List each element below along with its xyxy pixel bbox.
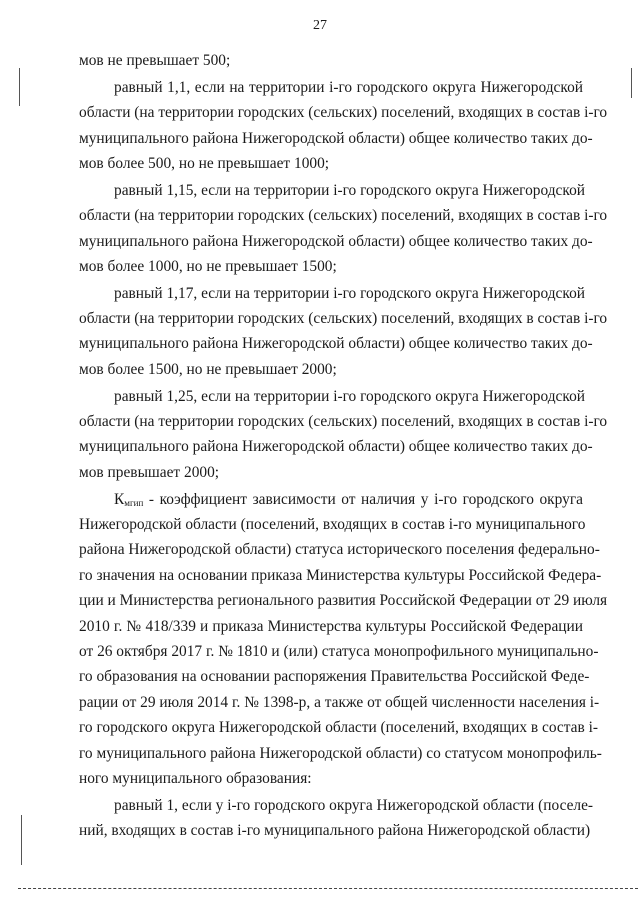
coefficient-subscript: мгип xyxy=(124,497,144,508)
paragraph xyxy=(79,487,608,792)
text-line: равный 1,25, если на территории i-го городского округа Нижегородской xyxy=(114,387,586,405)
text-line: ции и Министерства регионального развития Российской Федерации от 29 июля xyxy=(79,592,608,610)
paragraph xyxy=(79,48,583,73)
text-line: ний, входящих в состав i-го муниципального района Нижегородской области) xyxy=(79,822,591,840)
text-line: области (на территории городских (сельских) поселений, входящих в состав i-го xyxy=(79,310,608,328)
text-line: го городского округа Нижегородской области (поселений, входящих в состав i- xyxy=(79,719,599,737)
margin-scan-mark xyxy=(21,815,22,865)
text-line: ного муниципального образования: xyxy=(79,769,312,787)
text-line: муниципального района Нижегородской области) общее количество таких до- xyxy=(79,335,593,353)
text-line: равный 1,1, если на территории i-го городского округа Нижегородской xyxy=(114,78,583,96)
paragraph xyxy=(79,75,608,177)
text-line: области (на территории городских (сельских) поселений, входящих в состав i-го xyxy=(79,104,608,122)
text-line: района Нижегородской области) статуса исторического поселения федерально- xyxy=(79,541,600,559)
text-line: $К_{мгип}$ - коэффициент зависимости от наличия у i-го городского округа xyxy=(114,490,583,508)
coefficient-symbol: $К_{мгип}$ xyxy=(114,490,144,508)
text-line: го образования на основании распоряжения Правительства Российской Феде- xyxy=(79,668,590,686)
text-line: муниципального района Нижегородской области) общее количество таких до- xyxy=(79,438,593,456)
document-body xyxy=(79,48,608,845)
margin-scan-mark xyxy=(19,68,20,106)
text-line: муниципального района Нижегородской области) общее количество таких до- xyxy=(79,129,593,147)
page-number: 27 xyxy=(313,18,327,33)
margin-scan-mark xyxy=(631,68,632,98)
text-line: мов не превышает 500; xyxy=(79,52,231,69)
text-line: равный 1,15, если на территории i-го городского округа Нижегородской xyxy=(114,181,586,199)
paragraph-gap xyxy=(79,843,583,844)
text-line: мов превышает 2000; xyxy=(79,463,220,481)
text-line: от 26 октября 2017 г. № 1810 и (или) статуса монопрофильного муниципально- xyxy=(79,642,599,660)
footer-rule xyxy=(18,888,638,889)
paragraph xyxy=(79,178,608,280)
text-line: равный 1,17, если на территории i-го городского округа Нижегородской xyxy=(114,284,586,302)
text-line: равный 1, если у i-го городского округа Нижегородской области (поселе- xyxy=(114,796,594,814)
paragraph xyxy=(79,281,608,383)
text-line: мов более 1500, но не превышает 2000; xyxy=(79,360,337,378)
text-line: го значения на основании приказа Министерства культуры Российской Федера- xyxy=(79,566,602,584)
text-line: рации от 29 июля 2014 г. № 1398-р, а также от общей численности населения i- xyxy=(79,693,600,711)
text-line: мов более 500, но не превышает 1000; xyxy=(79,154,330,172)
text-line: области (на территории городских (сельских) поселений, входящих в состав i-го xyxy=(79,207,608,225)
text-line: муниципального района Нижегородской области) общее количество таких до- xyxy=(79,232,593,250)
text-line: 2010 г. № 418/339 и приказа Министерства культуры Российской Федерации xyxy=(79,617,583,635)
paragraph xyxy=(79,793,594,844)
text-line: мов более 1000, но не превышает 1500; xyxy=(79,257,337,275)
text-line: го муниципального района Нижегородской области) со статусом монопрофиль- xyxy=(79,744,602,762)
paragraph xyxy=(79,384,608,486)
text-line: области (на территории городских (сельских) поселений, входящих в состав i-го xyxy=(79,413,608,431)
text-line: Нижегородской области (поселений, входящих в состав i-го муниципального xyxy=(79,515,586,533)
